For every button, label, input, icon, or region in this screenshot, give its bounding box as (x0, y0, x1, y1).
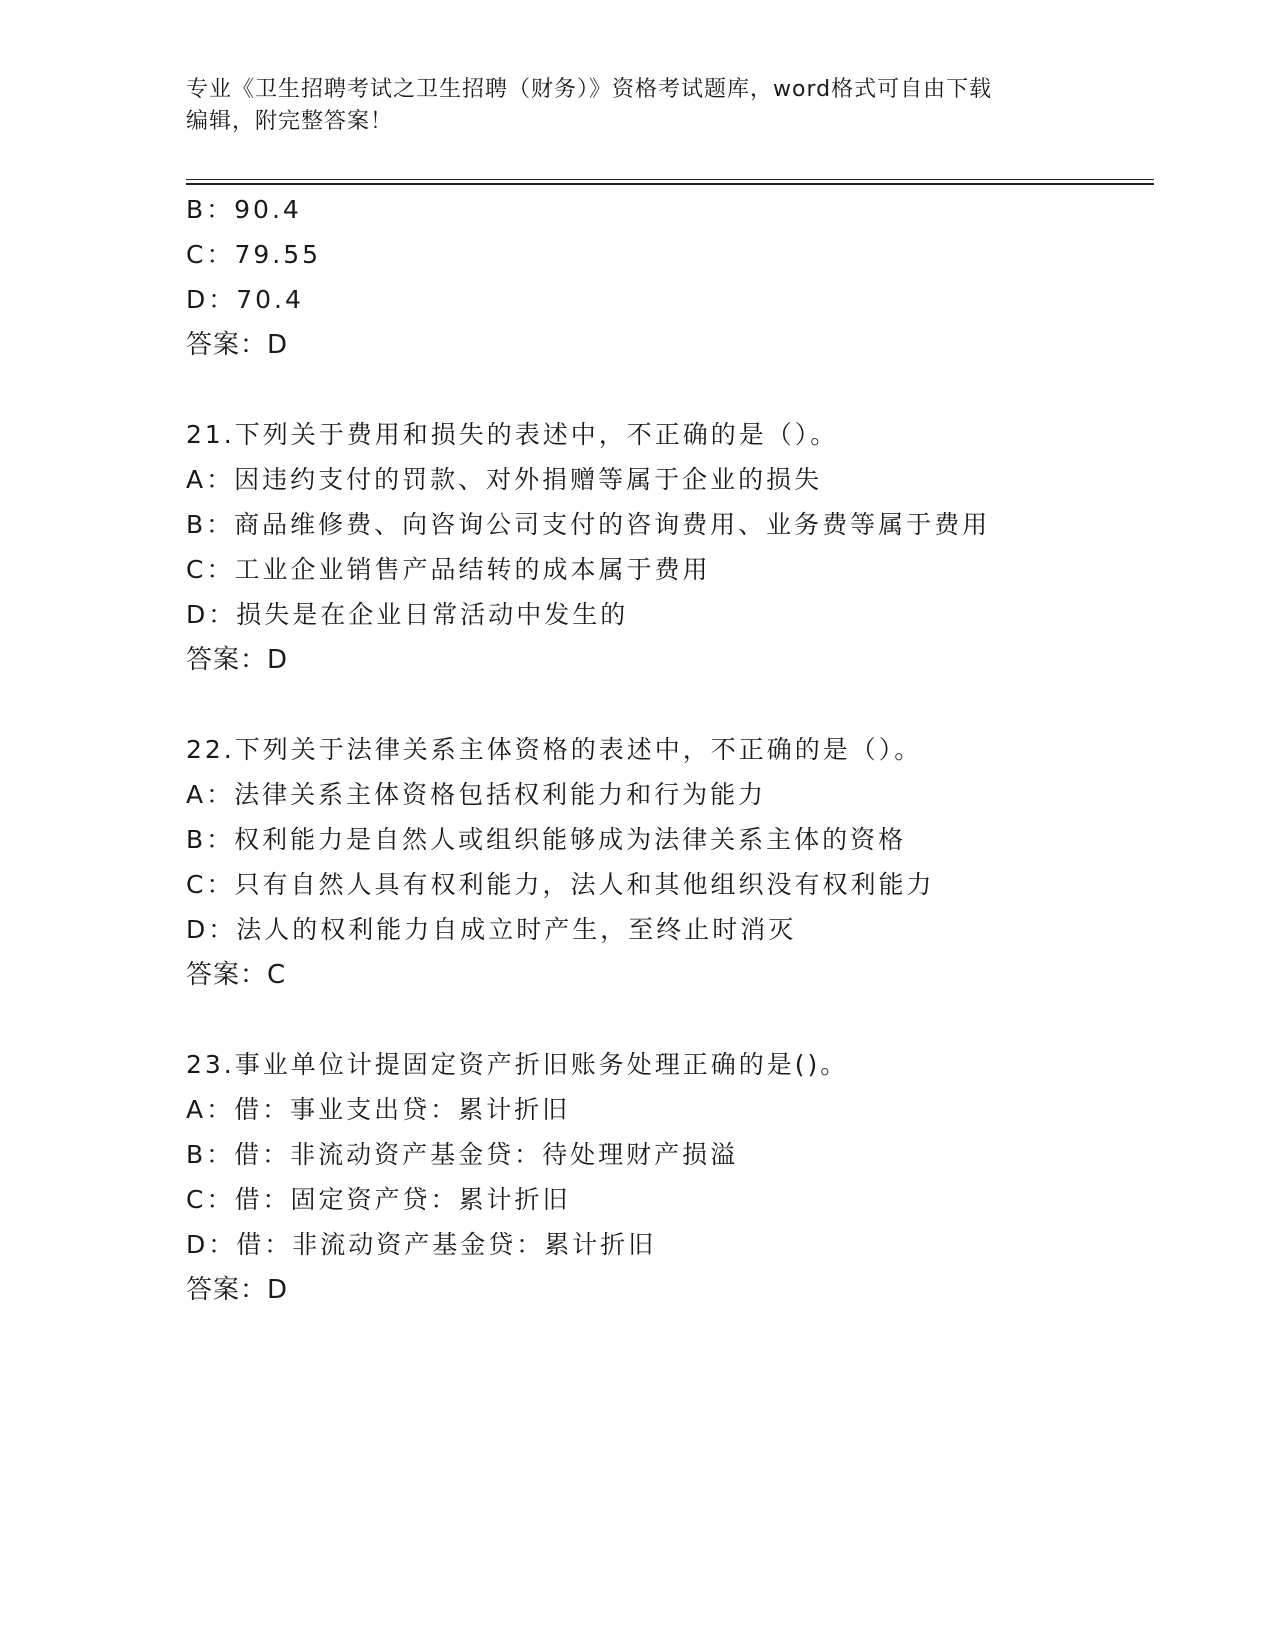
option-c: C：借：固定资产贷：累计折旧 (186, 1185, 571, 1214)
header-rule-thin (186, 179, 1154, 180)
option-c: C：79.55 (186, 240, 322, 269)
option-d: D：法人的权利能力自成立时产生，至终止时消灭 (186, 915, 797, 944)
document-header (186, 74, 1086, 138)
option-d: D：借：非流动资产基金贷：累计折旧 (186, 1230, 657, 1259)
option-a: A：法律关系主体资格包括权利能力和行为能力 (186, 780, 767, 809)
option-c: C：只有自然人具有权利能力，法人和其他组织没有权利能力 (186, 870, 935, 899)
question-stem: 23.事业单位计提固定资产折旧账务处理正确的是()。 (186, 1050, 849, 1079)
answer: 答案：D (186, 1275, 289, 1305)
option-b: B：商品维修费、向咨询公司支付的咨询费用、业务费等属于费用 (186, 510, 991, 539)
option-d: D：70.4 (186, 285, 304, 314)
answer: 答案：D (186, 645, 289, 675)
option-b: B：90.4 (186, 195, 302, 224)
option-a: A：借：事业支出贷：累计折旧 (186, 1095, 571, 1124)
option-c: C：工业企业销售产品结转的成本属于费用 (186, 555, 711, 584)
option-a: A：因违约支付的罚款、对外捐赠等属于企业的损失 (186, 465, 823, 494)
header-rule-thick (186, 183, 1154, 185)
option-d: D：损失是在企业日常活动中发生的 (186, 600, 629, 629)
option-b: B：借：非流动资产基金贷：待处理财产损溢 (186, 1140, 739, 1169)
header-line-1: 专业《卫生招聘考试之卫生招聘（财务）》资格考试题库，word格式可自由下载 (186, 77, 993, 102)
question-stem: 22.下列关于法律关系主体资格的表述中，不正确的是（）。 (186, 735, 923, 764)
question-stem: 21.下列关于费用和损失的表述中，不正确的是（）。 (186, 420, 839, 449)
answer: 答案：D (186, 330, 289, 360)
answer: 答案：C (186, 960, 287, 990)
option-b: B：权利能力是自然人或组织能够成为法律关系主体的资格 (186, 825, 907, 854)
header-line-2: 编辑，附完整答案！ (186, 109, 394, 134)
